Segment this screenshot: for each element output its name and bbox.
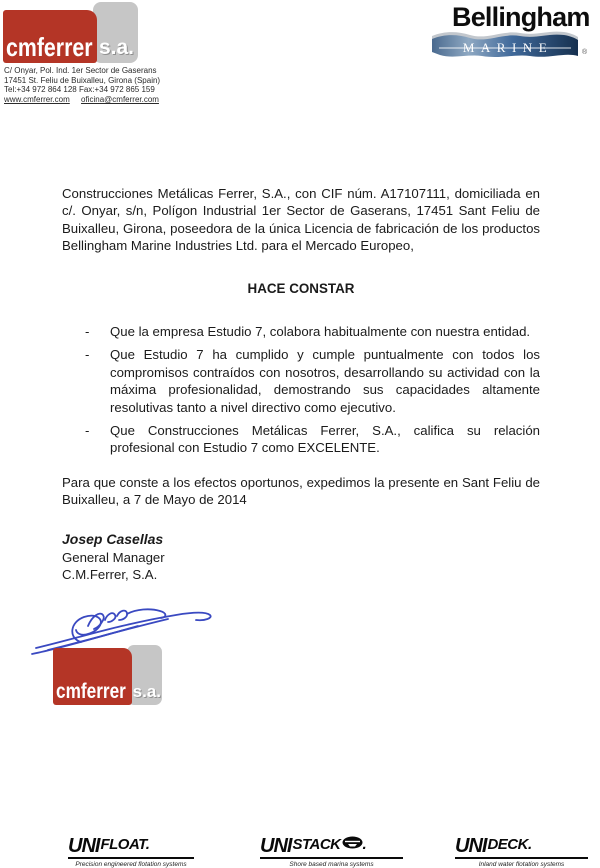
uni-prefix: UNI	[260, 835, 292, 857]
stack-suffix: STACK	[292, 836, 341, 853]
statement-list	[85, 323, 540, 457]
uni-prefix: UNI	[68, 835, 100, 857]
unifloat-underline	[68, 857, 194, 859]
list-item-text: Que Construcciones Metálicas Ferrer, S.A., califica su relación profesional con Estudio 7 como EXCELENTE.	[110, 423, 540, 456]
registered-trademark-symbol: ®	[582, 49, 588, 56]
address-line-2: 17451 St. Feliu de Buixalleu, Girona (Spain)	[4, 75, 161, 85]
bullet-dash: -	[85, 324, 90, 340]
bullet-dash: -	[85, 423, 90, 439]
marine-banner-text: MARINE	[462, 40, 554, 55]
bellingham-wordmark: Bellingham	[452, 2, 590, 32]
company-address	[4, 66, 160, 105]
deck-suffix: DECK.	[487, 836, 532, 853]
boat-oval-icon	[342, 836, 363, 849]
list-item-text: Que la empresa Estudio 7, colabora habitualmente con nuestra entidad.	[110, 324, 531, 340]
signer-title: General Manager	[62, 549, 165, 565]
cmferrer-logo-text: cmferrer	[6, 32, 93, 62]
marine-wave-banner	[432, 31, 578, 59]
signer-company: C.M.Ferrer, S.A.	[62, 567, 158, 583]
bellingham-marine-logo	[432, 2, 600, 60]
uni-prefix: UNI	[455, 835, 487, 857]
intro-paragraph: Construcciones Metálicas Ferrer, S.A., con CIF núm. A17107111, domiciliada en c/. Onyar, s/n, Polígon Industrial 1er Sector de Gaserans, 17451 Sant Feliu de Buixalleu, Girona, poseedora de la única Licencia de fabricación de los productos Bellingham Marine Industries Ltd. para el Mercado Europeo,	[62, 186, 540, 254]
cmferrer-logo-suffix: s.a.	[98, 36, 134, 59]
cmferrer-logo	[3, 1, 137, 63]
unifloat-wordmark	[68, 836, 194, 856]
address-links	[4, 95, 160, 105]
unideck-logo	[455, 836, 588, 868]
cmferrer-logo-text: cmferrer	[56, 680, 126, 703]
unistack-wordmark	[260, 836, 403, 856]
bullet-dash: -	[85, 347, 90, 363]
unistack-logo	[260, 836, 403, 868]
hace-constar-heading: HACE CONSTAR	[247, 280, 355, 296]
letter-body	[62, 185, 540, 584]
unifloat-tagline: Precision engineered flotation systems	[75, 861, 187, 868]
list-item	[85, 346, 540, 416]
unistack-tagline: Shore based marina systems	[289, 861, 374, 868]
cmferrer-logo-suffix: s.a.	[132, 682, 161, 701]
list-item	[85, 422, 540, 457]
address-line-3: Tel:+34 972 864 128 Fax:+34 972 865 159	[4, 85, 155, 95]
unistack-underline	[260, 857, 403, 859]
signer-block	[62, 530, 540, 584]
unideck-tagline: Inland water flotation systems	[478, 861, 565, 868]
unideck-wordmark	[455, 836, 588, 856]
unideck-underline	[455, 857, 588, 859]
unifloat-logo	[68, 836, 194, 868]
signer-name: Josep Casellas	[62, 530, 164, 547]
list-item-text: Que Estudio 7 ha cumplido y cumple puntualmente con todos los compromisos contraídos con nosotros, desarrollando su actividad con la máxima profesionalidad, demostrando sus capacidades altamente resolutivas tanto a nivel directivo como ejecutivo.	[110, 347, 540, 415]
stack-period: .	[362, 836, 367, 853]
address-line-1: C/ Onyar, Pol. Ind. 1er Sector de Gaserans	[4, 66, 157, 75]
website-link[interactable]: www.cmferrer.com	[4, 95, 70, 105]
email-link[interactable]: oficina@cmferrer.com	[81, 95, 159, 105]
cmferrer-logo-bottom	[53, 645, 163, 706]
list-item	[85, 323, 540, 340]
closing-paragraph: Para que conste a los efectos oportunos, expedimos la presente en Sant Feliu de Buixalleu, a 7 de Mayo de 2014	[62, 474, 540, 508]
float-suffix: FLOAT.	[100, 836, 150, 853]
